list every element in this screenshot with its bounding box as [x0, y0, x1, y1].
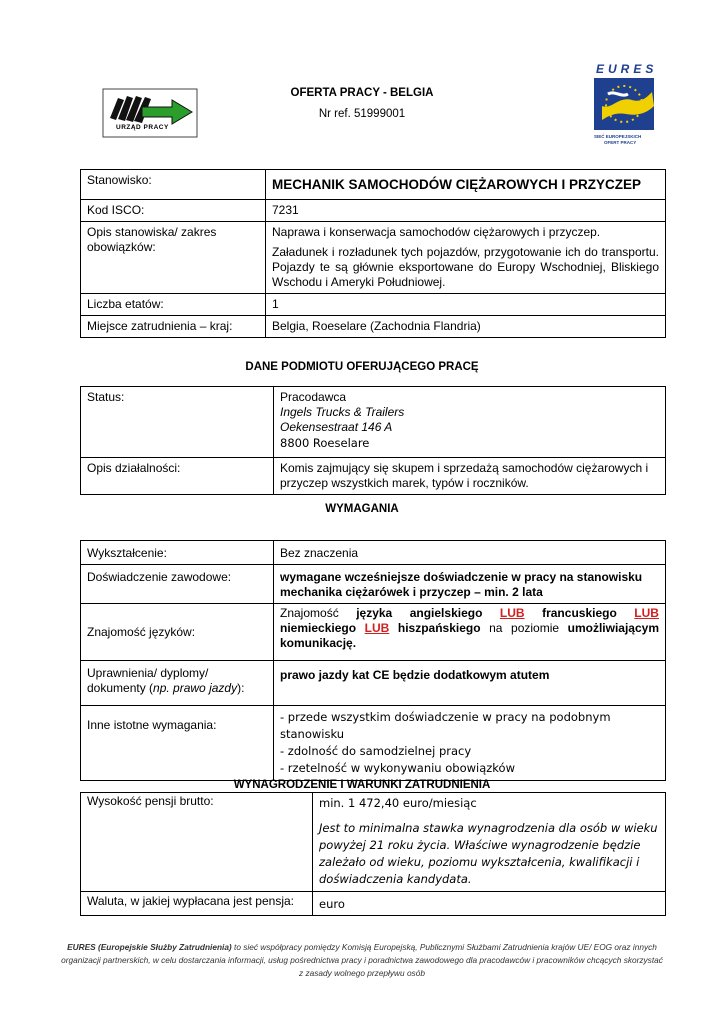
job-table — [80, 169, 666, 338]
lic-value: prawo jazdy kat CE będzie dodatkowym atutem — [274, 661, 666, 706]
eures-logo-title: EURES — [596, 62, 658, 76]
exp-label: Doświadczenie zawodowe: — [81, 565, 274, 604]
salary-table — [80, 792, 666, 916]
edu-value: Bez znaczenia — [274, 541, 666, 565]
edu-label: Wykształcenie: — [81, 541, 274, 565]
list-item: - zdolność do samodzielnej pracy — [280, 744, 472, 758]
activity-label: Opis działalności: — [81, 458, 274, 495]
isco-label: Kod ISCO: — [81, 200, 266, 222]
table-row — [81, 565, 666, 604]
currency-value: euro — [313, 892, 666, 916]
activity-value: Komis zajmujący się skupem i sprzedażą samochodów ciężarowych i przyczep wszystkich marek, typów i roczników. — [274, 458, 666, 495]
table-row — [81, 387, 666, 458]
eures-logo-sub2: OFERT PRACY — [604, 140, 637, 145]
status-type: Pracodawca — [280, 390, 347, 404]
table-row — [81, 604, 666, 661]
employer-table — [80, 386, 666, 495]
employer-section-title: DANE PODMIOTU OFERUJĄCEGO PRACĘ — [245, 361, 479, 373]
requirements-table — [80, 540, 666, 781]
requirements-section-title: WYMAGANIA — [325, 503, 399, 515]
eures-logo — [586, 60, 662, 148]
table-row — [81, 661, 666, 706]
opis-label: Opis stanowiska/ zakres obowiązków: — [81, 222, 266, 294]
urzad-pracy-logo-text: URZĄD PRACY — [116, 124, 169, 131]
stanowisko-value: MECHANIK SAMOCHODÓW CIĘŻAROWYCH I PRZYCZEP — [272, 176, 641, 192]
table-row — [81, 541, 666, 565]
company-name: Ingels Trucks & Trailers — [280, 405, 405, 419]
stanowisko-label: Stanowisko: — [81, 170, 266, 200]
gross-value: min. 1 472,40 euro/miesiąc — [319, 796, 477, 810]
other-label: Inne istotne wymagania: — [81, 706, 274, 781]
table-row — [81, 892, 666, 916]
list-item: - przede wszystkim doświadczenie w pracy na podobnym stanowisku — [280, 710, 611, 741]
etaty-value: 1 — [266, 294, 666, 316]
offer-reference: Nr ref. 51999001 — [318, 108, 406, 120]
miejsce-value: Belgia, Roeselare (Zachodnia Flandria) — [266, 316, 666, 338]
miejsce-label: Miejsce zatrudnienia – kraj: — [81, 316, 266, 338]
table-row — [81, 170, 666, 200]
lang-value: Znajomość języka angielskiego LUB francuskiego LUB niemieckiego LUB hiszpańskiego na poziomie umożliwiającym komunikację. — [274, 604, 666, 661]
table-row — [81, 458, 666, 495]
company-street: Oekensestraat 146 A — [280, 420, 393, 434]
etaty-label: Liczba etatów: — [81, 294, 266, 316]
isco-value: 7231 — [266, 200, 666, 222]
company-city: 8800 Roeselare — [280, 436, 370, 450]
eures-logo-sub1: SIEĆ EUROPEJSKICH — [594, 134, 642, 139]
status-label: Status: — [81, 387, 274, 458]
gross-label: Wysokość pensji brutto: — [81, 793, 313, 892]
table-row — [81, 793, 666, 892]
currency-label: Waluta, w jakiej wypłacana jest pensja: — [81, 892, 313, 916]
table-row — [81, 706, 666, 781]
offer-title: OFERTA PRACY - BELGIA — [290, 87, 434, 99]
lang-label: Znajomość języków: — [81, 604, 274, 661]
table-row — [81, 222, 666, 294]
lic-label: Uprawnienia/ dyplomy/ dokumenty (np. prawo jazdy): — [81, 661, 274, 706]
table-row — [81, 294, 666, 316]
exp-value: wymagane wcześniejsze doświadczenie w pracy na stanowisku mechanika ciężarówek i przyczep – min. 2 lata — [274, 565, 666, 604]
salary-section-title: WYNAGRODZENIE I WARUNKI ZATRUDNIENIA — [233, 779, 491, 791]
opis-p1: Naprawa i konserwacja samochodów ciężarowych i przyczep. — [272, 225, 601, 239]
opis-p2: Załadunek i rozładunek tych pojazdów, przygotowanie ich do transportu. Pojazdy te są głównie eksportowane do Europy Wschodniej, Bliskiego Wschodu i Ameryki Południowej. — [272, 245, 659, 289]
list-item: - rzetelność w wykonywaniu obowiązków — [280, 761, 515, 775]
gross-note: Jest to minimalna stawka wynagrodzenia dla osób w wieku powyżej 21 roku życia. Właściwe wynagrodzenie będzie zależało od wieku, poziomu wykształcenia, kwalifikacji i doświadczenia kandydata. — [319, 821, 658, 886]
footer-note: EURES (Europejskie Służby Zatrudnienia) to sieć współpracy pomiędzy Komisją Europejską, Publicznymi Służbami Zatrudnienia krajów UE/ EOG oraz innych organizacji partnerskich, w celu dostarczania informacji, usług pośrednictwa pracy i poradnictwa zawodowego dla pracodawców i pracowników chcących skorzystać z zasady wolnego przepływu osób — [61, 942, 663, 978]
table-row — [81, 200, 666, 222]
table-row — [81, 316, 666, 338]
